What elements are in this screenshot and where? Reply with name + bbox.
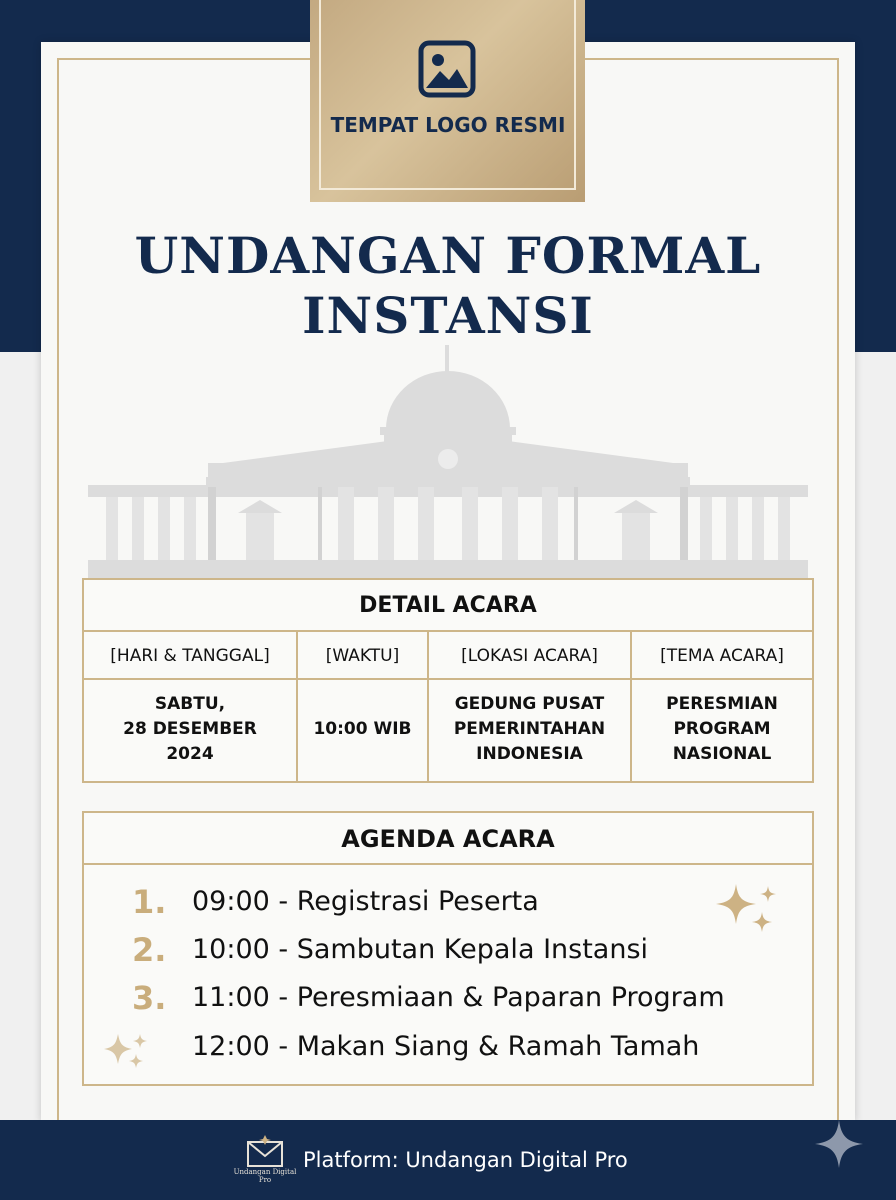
agenda-number: 1.	[132, 883, 167, 921]
invitation-title: UNDANGAN FORMAL INSTANSI	[134, 226, 762, 345]
detail-label: [TEMA ACARA]	[632, 632, 812, 680]
star-sparkle-icon	[812, 1117, 866, 1171]
detail-column-location	[429, 632, 632, 781]
footer-logo-text: Undangan Digital Pro	[233, 1168, 297, 1184]
event-detail-table	[82, 578, 814, 783]
logo-placeholder-text: TEMPAT LOGO RESMI	[330, 113, 566, 137]
detail-value: 10:00 WIB	[313, 719, 412, 739]
agenda-heading: AGENDA ACARA	[84, 813, 812, 865]
detail-value: SABTU, 28 DESEMBER 2024	[123, 694, 257, 764]
agenda-number: 3.	[132, 979, 167, 1017]
agenda-item	[84, 1023, 812, 1071]
detail-label: [WAKTU]	[298, 632, 427, 680]
sparkle-icon	[100, 1030, 152, 1070]
agenda-item	[84, 926, 812, 974]
detail-column-date	[84, 632, 298, 781]
agenda-text: 10:00 - Sambutan Kepala Instansi	[192, 934, 649, 965]
agenda-text: 09:00 - Registrasi Peserta	[192, 886, 539, 917]
agenda-item	[84, 878, 812, 926]
detail-label: [LOKASI ACARA]	[429, 632, 630, 680]
detail-column-time	[298, 632, 429, 781]
detail-label: [HARI & TANGGAL]	[84, 632, 296, 680]
agenda-box	[82, 811, 814, 1086]
government-building-illustration	[88, 345, 808, 580]
footer-platform-text: Platform: Undangan Digital Pro	[303, 1148, 628, 1172]
image-placeholder-icon	[418, 40, 476, 98]
detail-value: PERESMIAN PROGRAM NASIONAL	[666, 694, 778, 764]
detail-column-theme	[632, 632, 812, 781]
agenda-item	[84, 974, 812, 1022]
sparkle-icon	[712, 880, 782, 936]
agenda-number: 2.	[132, 931, 167, 969]
detail-heading: DETAIL ACARA	[84, 580, 812, 632]
agenda-text: 11:00 - Peresmiaan & Paparan Program	[192, 982, 725, 1013]
agenda-text: 12:00 - Makan Siang & Ramah Tamah	[192, 1031, 700, 1062]
detail-value: GEDUNG PUSAT PEMERINTAHAN INDONESIA	[453, 694, 606, 764]
